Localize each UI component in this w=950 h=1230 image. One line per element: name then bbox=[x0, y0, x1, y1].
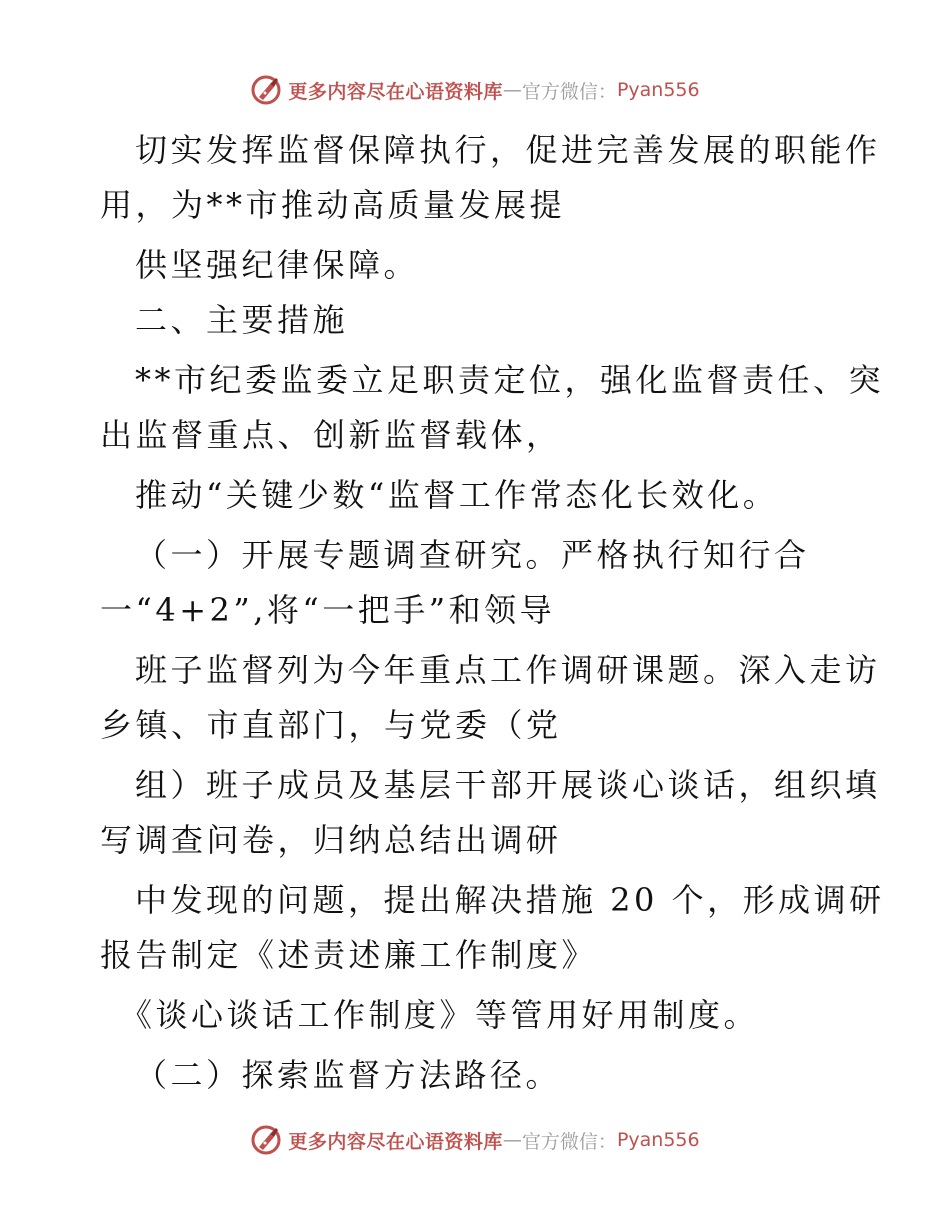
banner-wechat-label: 官方微信： bbox=[521, 1130, 617, 1153]
banner-main-text: 更多内容尽在心语资料库 bbox=[288, 80, 503, 103]
banner-wechat-id: Pyan556 bbox=[616, 79, 700, 101]
paragraph-line: 班子监督列为今年重点工作调研课题。深入走访 bbox=[135, 651, 881, 689]
paragraph-line: 供坚强纪律保障。 bbox=[135, 246, 420, 284]
banner-separator: — bbox=[502, 1129, 522, 1151]
paragraph-line: 报告制定《述责述廉工作制度》 bbox=[100, 936, 598, 974]
paragraph-line: 《谈心谈话工作制度》等管用好用制度。 bbox=[120, 996, 760, 1034]
pen-nib-logo-icon bbox=[250, 74, 282, 106]
paragraph-line: **市纪委监委立足职责定位，强化监督责任、突 bbox=[135, 361, 885, 399]
banner-separator: — bbox=[502, 79, 522, 101]
banner-wechat-id: Pyan556 bbox=[616, 1129, 700, 1151]
paragraph-line: 组）班子成员及基层干部开展谈心谈话，组织填 bbox=[135, 766, 881, 804]
paragraph-line: 乡镇、市直部门，与党委（党 bbox=[100, 706, 562, 744]
paragraph-line: 一“4+2”,将“一把手”和领导 bbox=[100, 591, 556, 629]
paragraph-line: 写调查问卷，归纳总结出调研 bbox=[100, 821, 562, 859]
subsection-heading: （二）探索监督方法路径。 bbox=[135, 1056, 562, 1094]
paragraph-line: 出监督重点、创新监督载体， bbox=[100, 416, 562, 454]
paragraph-line: 推动“关键少数“监督工作常态化长效化。 bbox=[135, 476, 779, 514]
paragraph-line: 中发现的问题，提出解决措施 20 个，形成调研 bbox=[135, 881, 885, 919]
paragraph-line: 切实发挥监督保障执行，促进完善发展的职能作 bbox=[135, 131, 881, 169]
subsection-heading: （一）开展专题调查研究。严格执行知行合 bbox=[135, 536, 810, 574]
banner-main-text: 更多内容尽在心语资料库 bbox=[288, 1130, 503, 1153]
footer-banner bbox=[0, 1120, 950, 1160]
paragraph-line: 用，为**市推动高质量发展提 bbox=[100, 186, 566, 224]
section-heading: 二、主要措施 bbox=[135, 301, 349, 339]
pen-nib-logo-icon bbox=[250, 1124, 282, 1156]
header-banner bbox=[0, 70, 950, 110]
banner-wechat-label: 官方微信： bbox=[521, 80, 617, 103]
